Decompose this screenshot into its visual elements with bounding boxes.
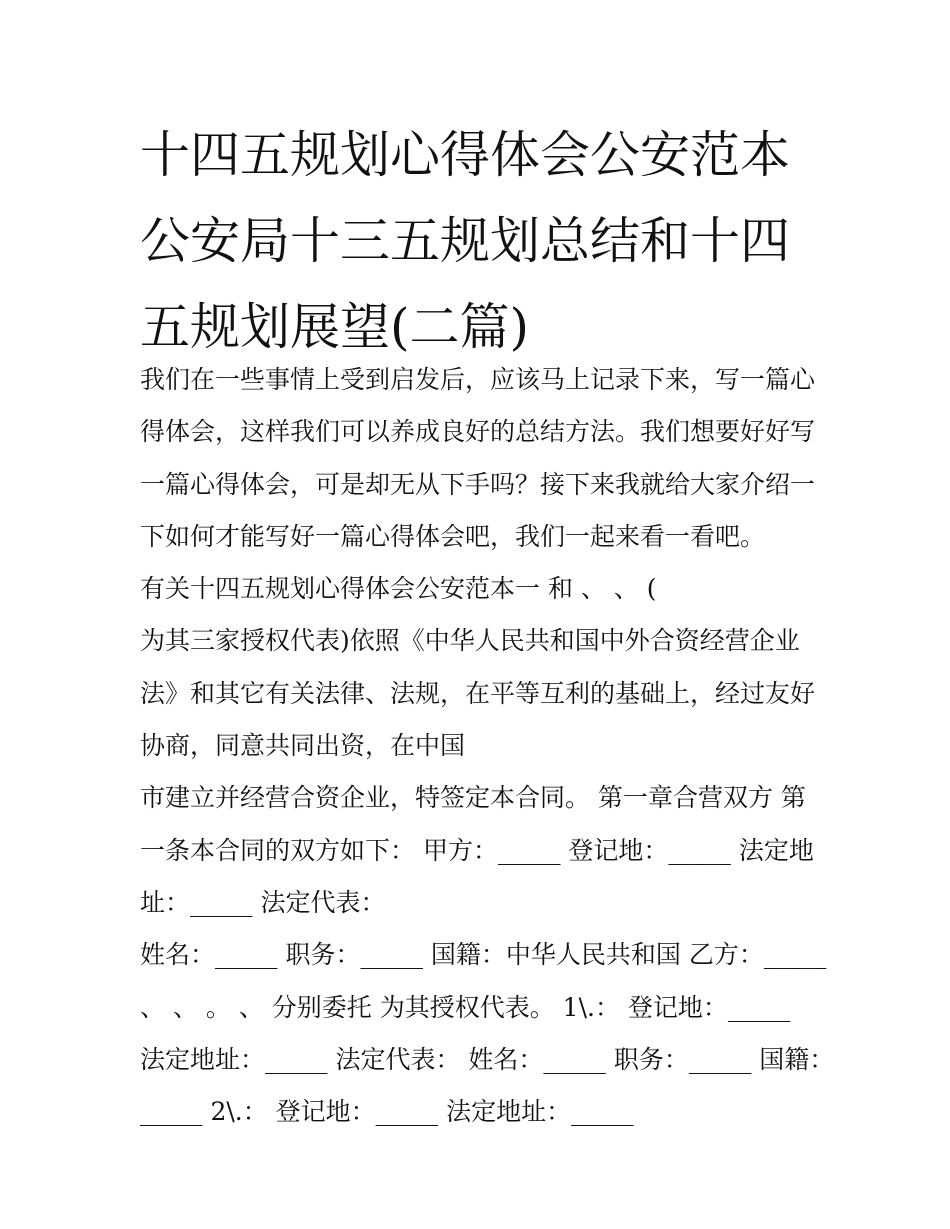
document-title — [140, 112, 820, 370]
body-line: 市建立并经营合资企业，特签定本合同。 第一章合营双方 第 — [140, 783, 806, 813]
title-line: 五规划展望(二篇) — [140, 298, 530, 356]
body-line: 我们在一些事情上受到启发后，应该马上记录下来，写一篇心 — [140, 365, 816, 394]
body-line: 法定地址：_____ 法定代表： 姓名：_____ 职务：_____ 国籍： — [140, 1044, 835, 1074]
body-line: 下如何才能写好一篇心得体会吧，我们一起来看一看吧。 — [140, 521, 766, 551]
body-line: _____ 2\.： 登记地：_____ 法定地址：_____ — [140, 1097, 634, 1127]
body-line: 一条本合同的双方如下： 甲方：_____ 登记地：_____ 法定地 — [140, 835, 814, 865]
body-line: 址：_____ 法定代表： — [140, 887, 386, 917]
body-line: 得体会，这样我们可以养成良好的总结方法。我们想要好好写 — [140, 417, 816, 447]
body-line: 、 、 。 、 分别委托 为其授权代表。 1\.： 登记地：_____ — [140, 992, 791, 1022]
body-line: 协商，同意共同出资，在中国 — [140, 731, 466, 761]
body-line: 法》和其它有关法律、法规，在平等互利的基础上，经过友好 — [140, 678, 816, 708]
body-line: 姓名：_____ 职务：_____ 国籍：中华人民共和国 乙方：_____ — [140, 940, 827, 970]
body-line: 为其三家授权代表)依照《中华人民共和国中外合资经营企业 — [140, 626, 800, 656]
body-line: 一篇心得体会，可是却无从下手吗？接下来我就给大家介绍一 — [140, 469, 816, 499]
body-line: 有关十四五规划心得体会公安范本一 和 、 、 ( — [140, 574, 657, 604]
document-body — [140, 354, 835, 1138]
title-line: 公安局十三五规划总结和十四 — [140, 212, 790, 270]
title-line: 十四五规划心得体会公安范本 — [140, 126, 790, 184]
